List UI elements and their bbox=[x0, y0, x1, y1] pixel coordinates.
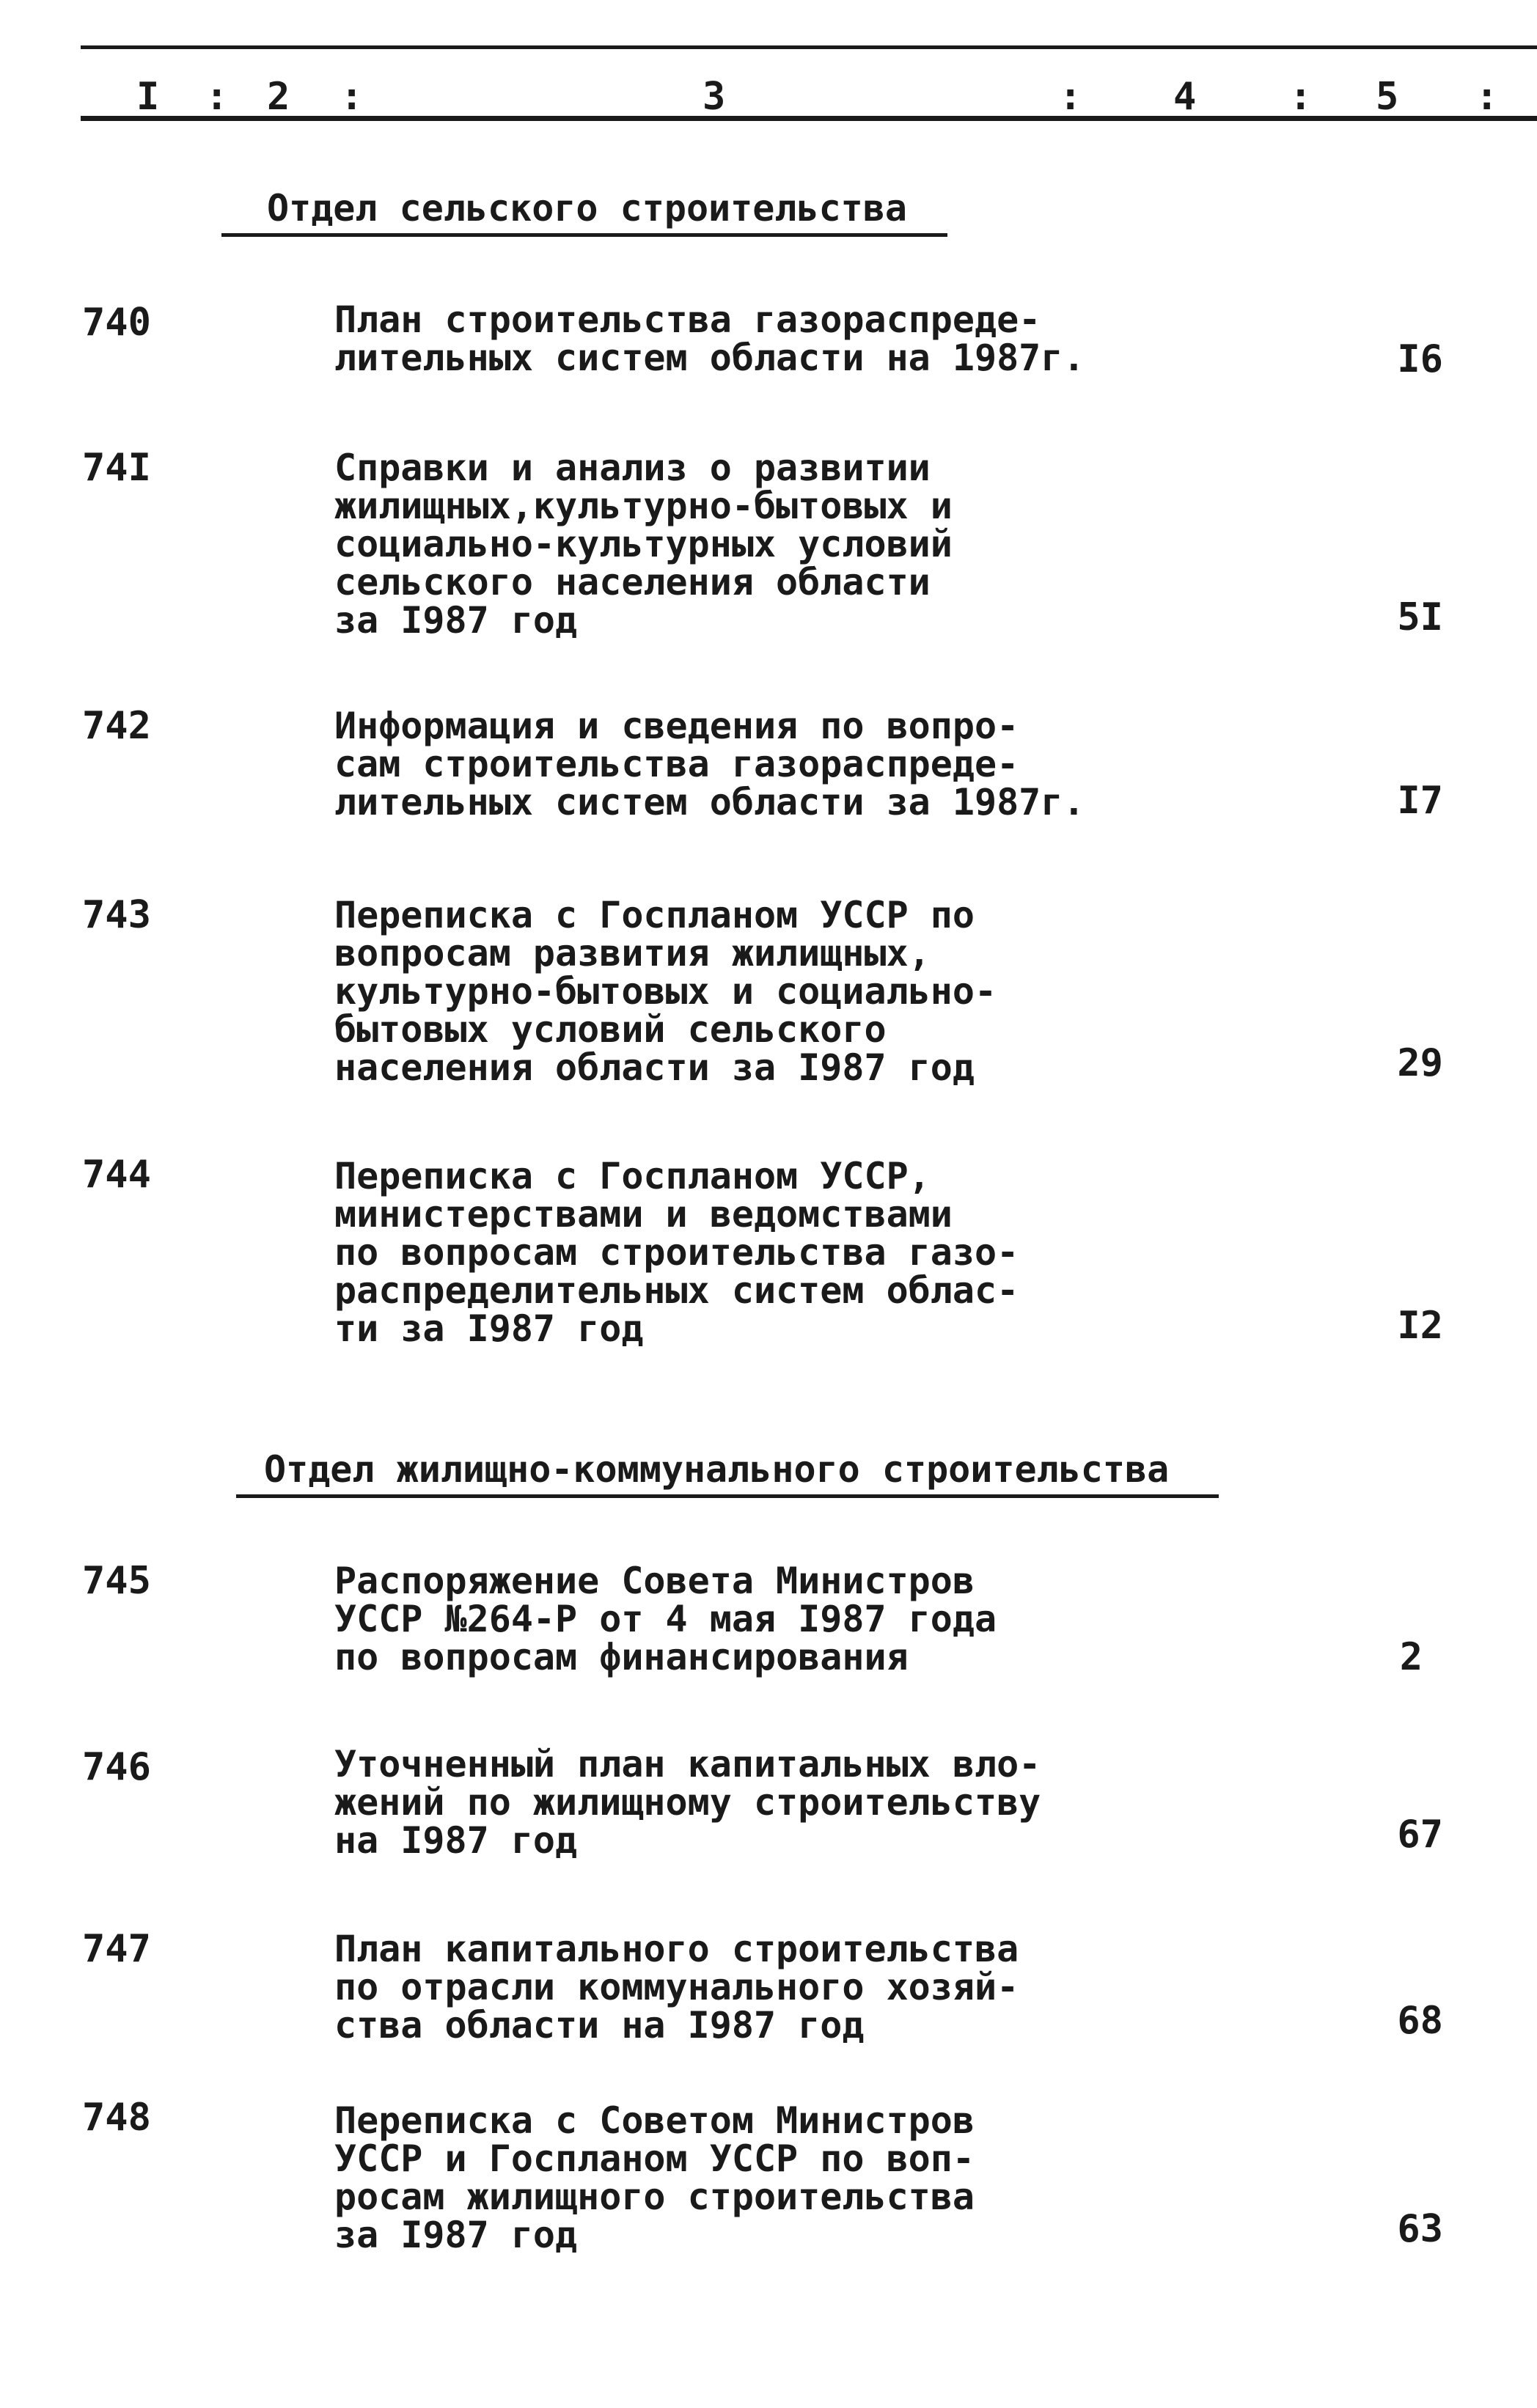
section-title: Отдел сельского строительства bbox=[267, 187, 907, 230]
entry-line: министерствами и ведомствами bbox=[334, 1193, 953, 1236]
column-separator: : bbox=[1059, 75, 1082, 119]
entry-sheet-count: 63 bbox=[1397, 2207, 1443, 2251]
entry-line: культурно-бытовых и социально- bbox=[334, 970, 997, 1013]
entry-sheet-count: I2 bbox=[1397, 1304, 1443, 1348]
entry-line: по вопросам строительства газо- bbox=[334, 1231, 1019, 1274]
entry-number: 742 bbox=[82, 704, 151, 748]
entry-line: за I987 год bbox=[334, 599, 578, 642]
entry-line: росам жилищного строительства bbox=[334, 2176, 975, 2218]
entry-line: Переписка с Госпланом УССР по bbox=[334, 894, 975, 936]
entry-line: Переписка с Госпланом УССР, bbox=[334, 1155, 931, 1197]
entry-line: на I987 год bbox=[334, 1819, 578, 1862]
entry-line: за I987 год bbox=[334, 2214, 578, 2256]
entry-line: Информация и сведения по вопро- bbox=[334, 705, 1019, 747]
entry-line: жилищных,культурно-бытовых и bbox=[334, 485, 953, 527]
entry-number: 746 bbox=[82, 1745, 151, 1789]
entry-line: УССР и Госпланом УССР по воп- bbox=[334, 2137, 975, 2180]
column-separator: : bbox=[340, 75, 364, 119]
entry-sheet-count: I7 bbox=[1397, 779, 1443, 823]
entry-line: сельского населения области bbox=[334, 561, 931, 603]
entry-description bbox=[334, 707, 1126, 821]
entry-line: распределительных систем облас- bbox=[334, 1269, 1019, 1312]
entry-sheet-count: I6 bbox=[1397, 337, 1443, 381]
entry-number: 745 bbox=[82, 1559, 151, 1603]
entry-description bbox=[334, 896, 1126, 1087]
header-bottom-rule bbox=[81, 116, 1537, 121]
entry-line: бытовых условий сельского bbox=[334, 1008, 887, 1051]
entry-description bbox=[334, 1745, 1126, 1860]
entry-number: 743 bbox=[82, 893, 151, 937]
entry-sheet-count: 29 bbox=[1397, 1041, 1443, 1085]
entry-line: лительных систем области на 1987г. bbox=[334, 337, 1085, 379]
entry-sheet-count: 67 bbox=[1397, 1813, 1443, 1857]
entry-line: по отрасли коммунального хозяй- bbox=[334, 1966, 1019, 2008]
entry-line: населения области за I987 год bbox=[334, 1046, 975, 1089]
column-separator: : bbox=[1289, 75, 1313, 119]
entry-number: 740 bbox=[82, 301, 151, 345]
column-header-2: 2 bbox=[267, 75, 290, 119]
entry-line: Переписка с Советом Министров bbox=[334, 2099, 975, 2142]
column-header-5: 5 bbox=[1376, 75, 1399, 119]
entry-line: сам строительства газораспреде- bbox=[334, 743, 1019, 785]
entry-description bbox=[334, 1928, 1126, 2047]
column-header-3: 3 bbox=[703, 75, 726, 119]
header-top-rule bbox=[81, 45, 1537, 49]
entry-line: ти за I987 год bbox=[334, 1307, 644, 1350]
column-separator: : bbox=[205, 75, 229, 119]
entry-line: вопросам развития жилищных, bbox=[334, 932, 931, 974]
entry-line: по вопросам финансирования bbox=[334, 1636, 909, 1678]
entry-number: 748 bbox=[82, 2096, 151, 2140]
entry-line: Распоряжение Совета Министров bbox=[334, 1560, 975, 1602]
entry-description bbox=[334, 447, 1126, 642]
entry-sheet-count: 5I bbox=[1397, 595, 1443, 639]
entry-line: социально-культурных условий bbox=[334, 523, 953, 565]
entry-number: 744 bbox=[82, 1153, 151, 1197]
entry-line: Справки и анализ о развитии bbox=[334, 447, 931, 489]
entry-line: ства области на I987 год bbox=[334, 2004, 865, 2047]
entry-description bbox=[334, 298, 1126, 379]
entry-description bbox=[334, 2099, 1126, 2256]
column-header-1: I bbox=[136, 75, 160, 119]
entry-description bbox=[334, 1157, 1126, 1348]
entry-line: лительных систем области за 1987г. bbox=[334, 781, 1085, 823]
section-underline bbox=[236, 1494, 1219, 1498]
entry-line: Уточненный план капитальных вло- bbox=[334, 1743, 1041, 1785]
entry-line: План строительства газораспреде- bbox=[334, 298, 1041, 341]
entry-sheet-count: 68 bbox=[1397, 1999, 1443, 2043]
entry-line: УССР №264-Р от 4 мая I987 года bbox=[334, 1598, 997, 1640]
entry-line: План капитального строительства bbox=[334, 1928, 1019, 1970]
column-header-4: 4 bbox=[1173, 75, 1197, 119]
entry-number: 747 bbox=[82, 1927, 151, 1971]
section-underline bbox=[221, 233, 947, 237]
section-title: Отдел жилищно-коммунального строительства bbox=[264, 1448, 1170, 1491]
entry-line: жений по жилищному строительству bbox=[334, 1781, 1041, 1824]
entry-description bbox=[334, 1562, 1126, 1676]
entry-number: 74I bbox=[82, 446, 151, 490]
column-separator: : bbox=[1475, 75, 1499, 119]
entry-sheet-count: 2 bbox=[1399, 1635, 1423, 1679]
